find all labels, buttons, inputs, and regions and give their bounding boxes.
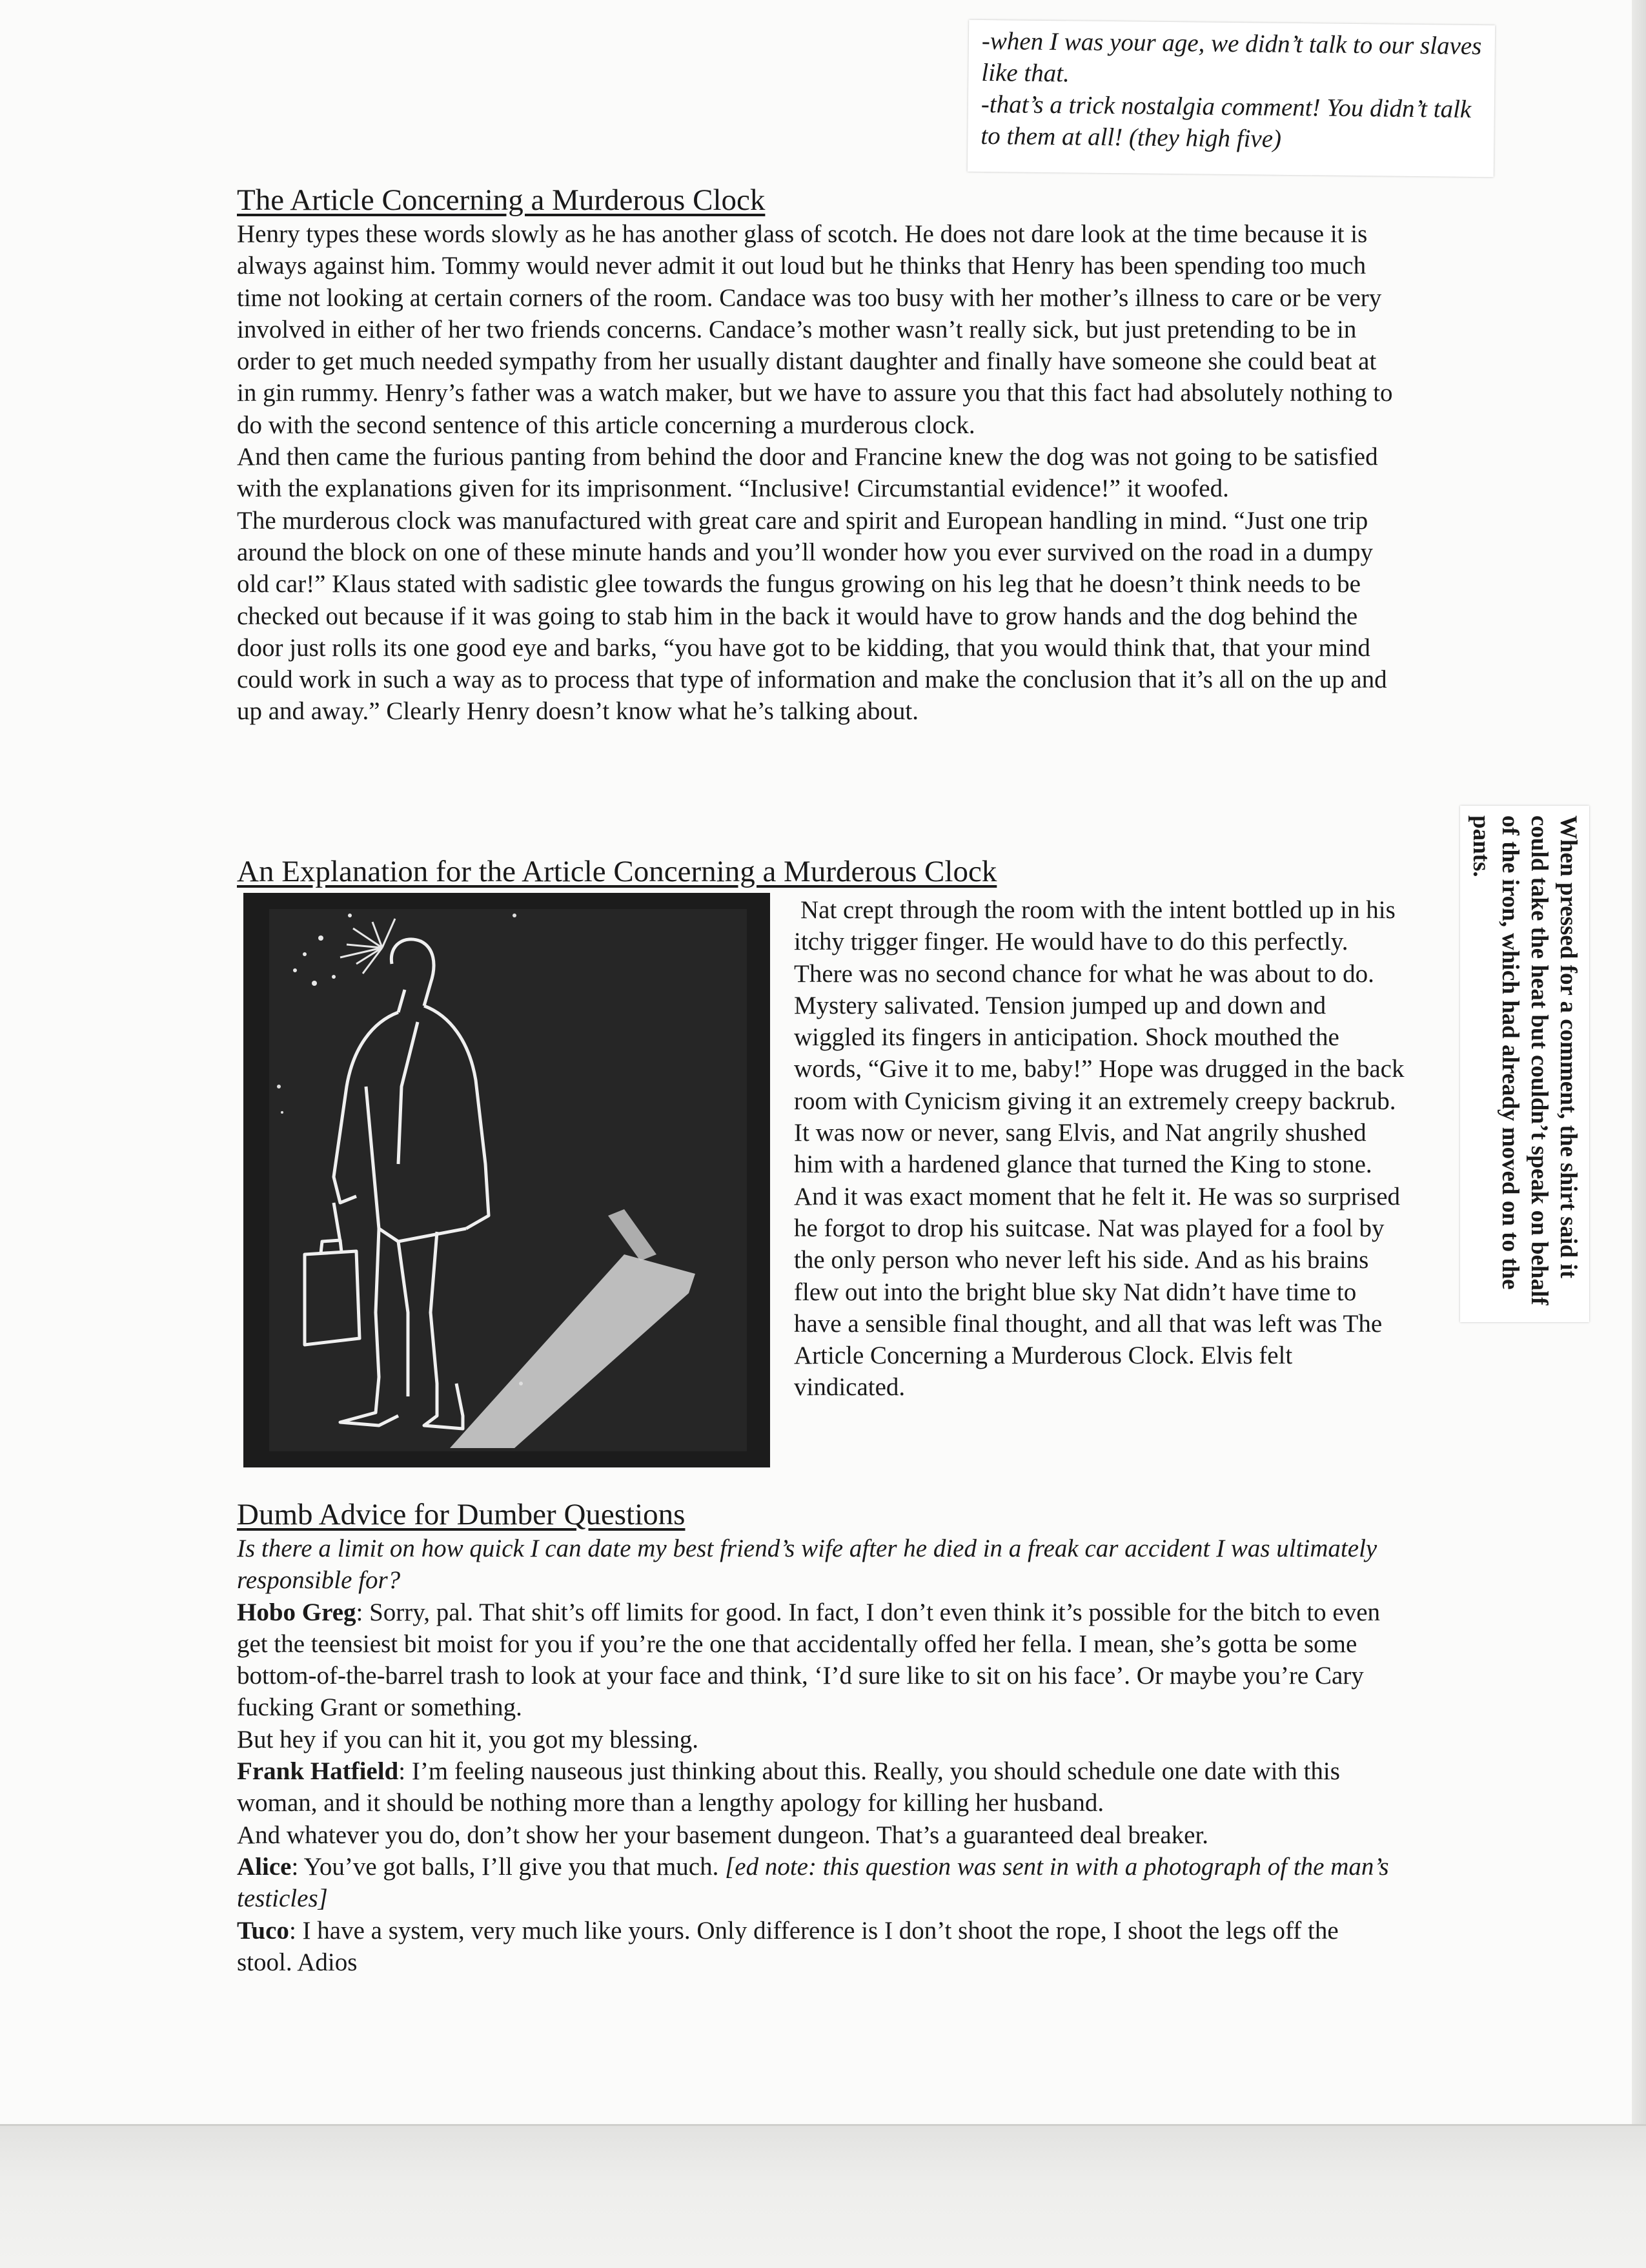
section-advice [237,1497,1399,1978]
note-line-2: -that’s a trick nostalgia comment! You didn’t talk to them at all! (they high five) [980,90,1472,153]
answer-speaker: Frank Hatfield [237,1757,399,1786]
advice-answer-3 [237,1851,1399,1915]
answer-text: : You’ve got balls, I’ll give you that much. [291,1852,726,1881]
advice-answer-2 [237,1755,1399,1819]
section-article [237,182,1399,728]
scanner-bed-strip [0,2124,1646,2268]
illustration-man-with-suitcase [243,893,770,1467]
section-advice-title: Dumb Advice for Dumber Questions [237,1498,686,1531]
explanation-text [794,894,1407,1404]
pasted-note-side [1460,806,1589,1322]
note-line-1: -when I was your age, we didn’t talk to our slaves like that. [981,26,1482,88]
advice-answer-1 [237,1597,1399,1724]
answer-speaker: Alice [237,1852,292,1881]
article-paragraph-3: The murderous clock was manufactured with great care and spirit and European handling in mind. “Just one trip around the block on one of these minute hands and you’ll wonder how you ever survived on the road in a dumpy old car!” Klaus stated with sadistic glee towards the fungus growing on his leg that he doesn’t think needs to be checked out because if it was going to stab him in the back it would have to grow hands and the dog behind the door just rolls its one good eye and barks, “you have got to be kidding, that you would think that, that your mind could work in such a way as to process that type of information and make the conclusion that it’s all on the up and up and away.” Clearly Henry doesn’t know what he’s talking about. [237,506,1387,726]
explanation-paragraph-1: Nat crept through the room with the intent bottled up in his itchy trigger finger. He would have to do this perfectly. There was no second chance for what he was about to do. Mystery salivated. Tension jumped up and down and wiggled its fingers in anticipation. Shock mouthed the words, “Give it to me, baby!” Hope was drugged in the back room with Cynicism giving it an extremely creepy backrub. It was now or never, sang Elvis, and Nat angrily shushed him with a hardened glance that turned the King to stone. [794,896,1405,1179]
editor-note: [ed note: this question was sent in with a photograph of the man’s testicles] [237,1852,1389,1913]
advice-answer-2-extra: And whatever you do, don’t show her your basement dungeon. That’s a guaranteed deal breaker. [237,1821,1209,1849]
answer-speaker: Tuco [237,1916,289,1945]
section-article-title: The Article Concerning a Murderous Clock [237,183,766,217]
section-explanation-title: An Explanation for the Article Concerning a Murderous Clock [237,855,997,888]
article-paragraph-2: And then came the furious panting from behind the door and Francine knew the dog was not going to be satisfied with the explanations given for its imprisonment. “Inclusive! Circumstantial evidence!” it woofed. [237,443,1378,503]
illustration-svg [243,893,770,1467]
answer-text: : Sorry, pal. That shit’s off limits for good. In fact, I don’t even think it’s possible for the bitch to even get the teensiest bit moist for you if you’re the one that accidentally offed her fella. I mean, she’s gotta be some bottom-of-the-barrel trash to look at your face and think, ‘I’d sure like to sit on his face’. Or maybe you’re Cary fucking Grant or something. [237,1598,1381,1722]
advice-answer-1-extra: But hey if you can hit it, you got my blessing. [237,1725,698,1753]
answer-text: : I’m feeling nauseous just thinking about this. Really, you should schedule one date with this woman, and it should be nothing more than a lengthy apology for killing her husband. [237,1757,1340,1817]
answer-text: : I have a system, very much like yours. Only difference is I don’t shoot the rope, I shoot the legs off the stool. Adios [237,1916,1339,1976]
article-paragraph-1: Henry types these words slowly as he has another glass of scotch. He does not dare look at the time because it is always against him. Tommy would never admit it out loud but he thinks that Henry has been spending too much time not looking at certain corners of the room. Candace was too busy with her mother’s illness to care or be very involved in either of her two friends concerns. Candace’s mother wasn’t really sick, but just pretending to be in order to get much needed sympathy from her usually distant daughter and finally have someone she could beat at in gin rummy. Henry’s father was a watch maker, but we have to assure you that this fact had absolutely nothing to do with the second sentence of this article concerning a murderous clock. [237,220,1393,439]
side-note-text: When pressed for a comment, the shirt said it could take the heat but couldn’t speak on behalf of the iron, which had already moved on to the pants. [1468,815,1581,1305]
pasted-note-top [968,20,1495,178]
answer-speaker: Hobo Greg [237,1598,356,1626]
explanation-paragraph-2: And it was exact moment that he felt it. He was so surprised he forgot to drop his suitcase. Nat was played for a fool by the only person who never left his side. And as his brains flew out into the bright blue sky Nat didn’t have time to have a sensible final thought, and all that was left was The Article Concerning a Murderous Clock. Elvis felt vindicated. [794,1182,1401,1402]
advice-question: Is there a limit on how quick I can date my best friend’s wife after he died in a freak car accident I was ultimately responsible for? [237,1535,1377,1595]
section-explanation [237,853,1399,890]
advice-answer-4 [237,1915,1399,1979]
page-edge-shadow [1632,0,1646,2124]
